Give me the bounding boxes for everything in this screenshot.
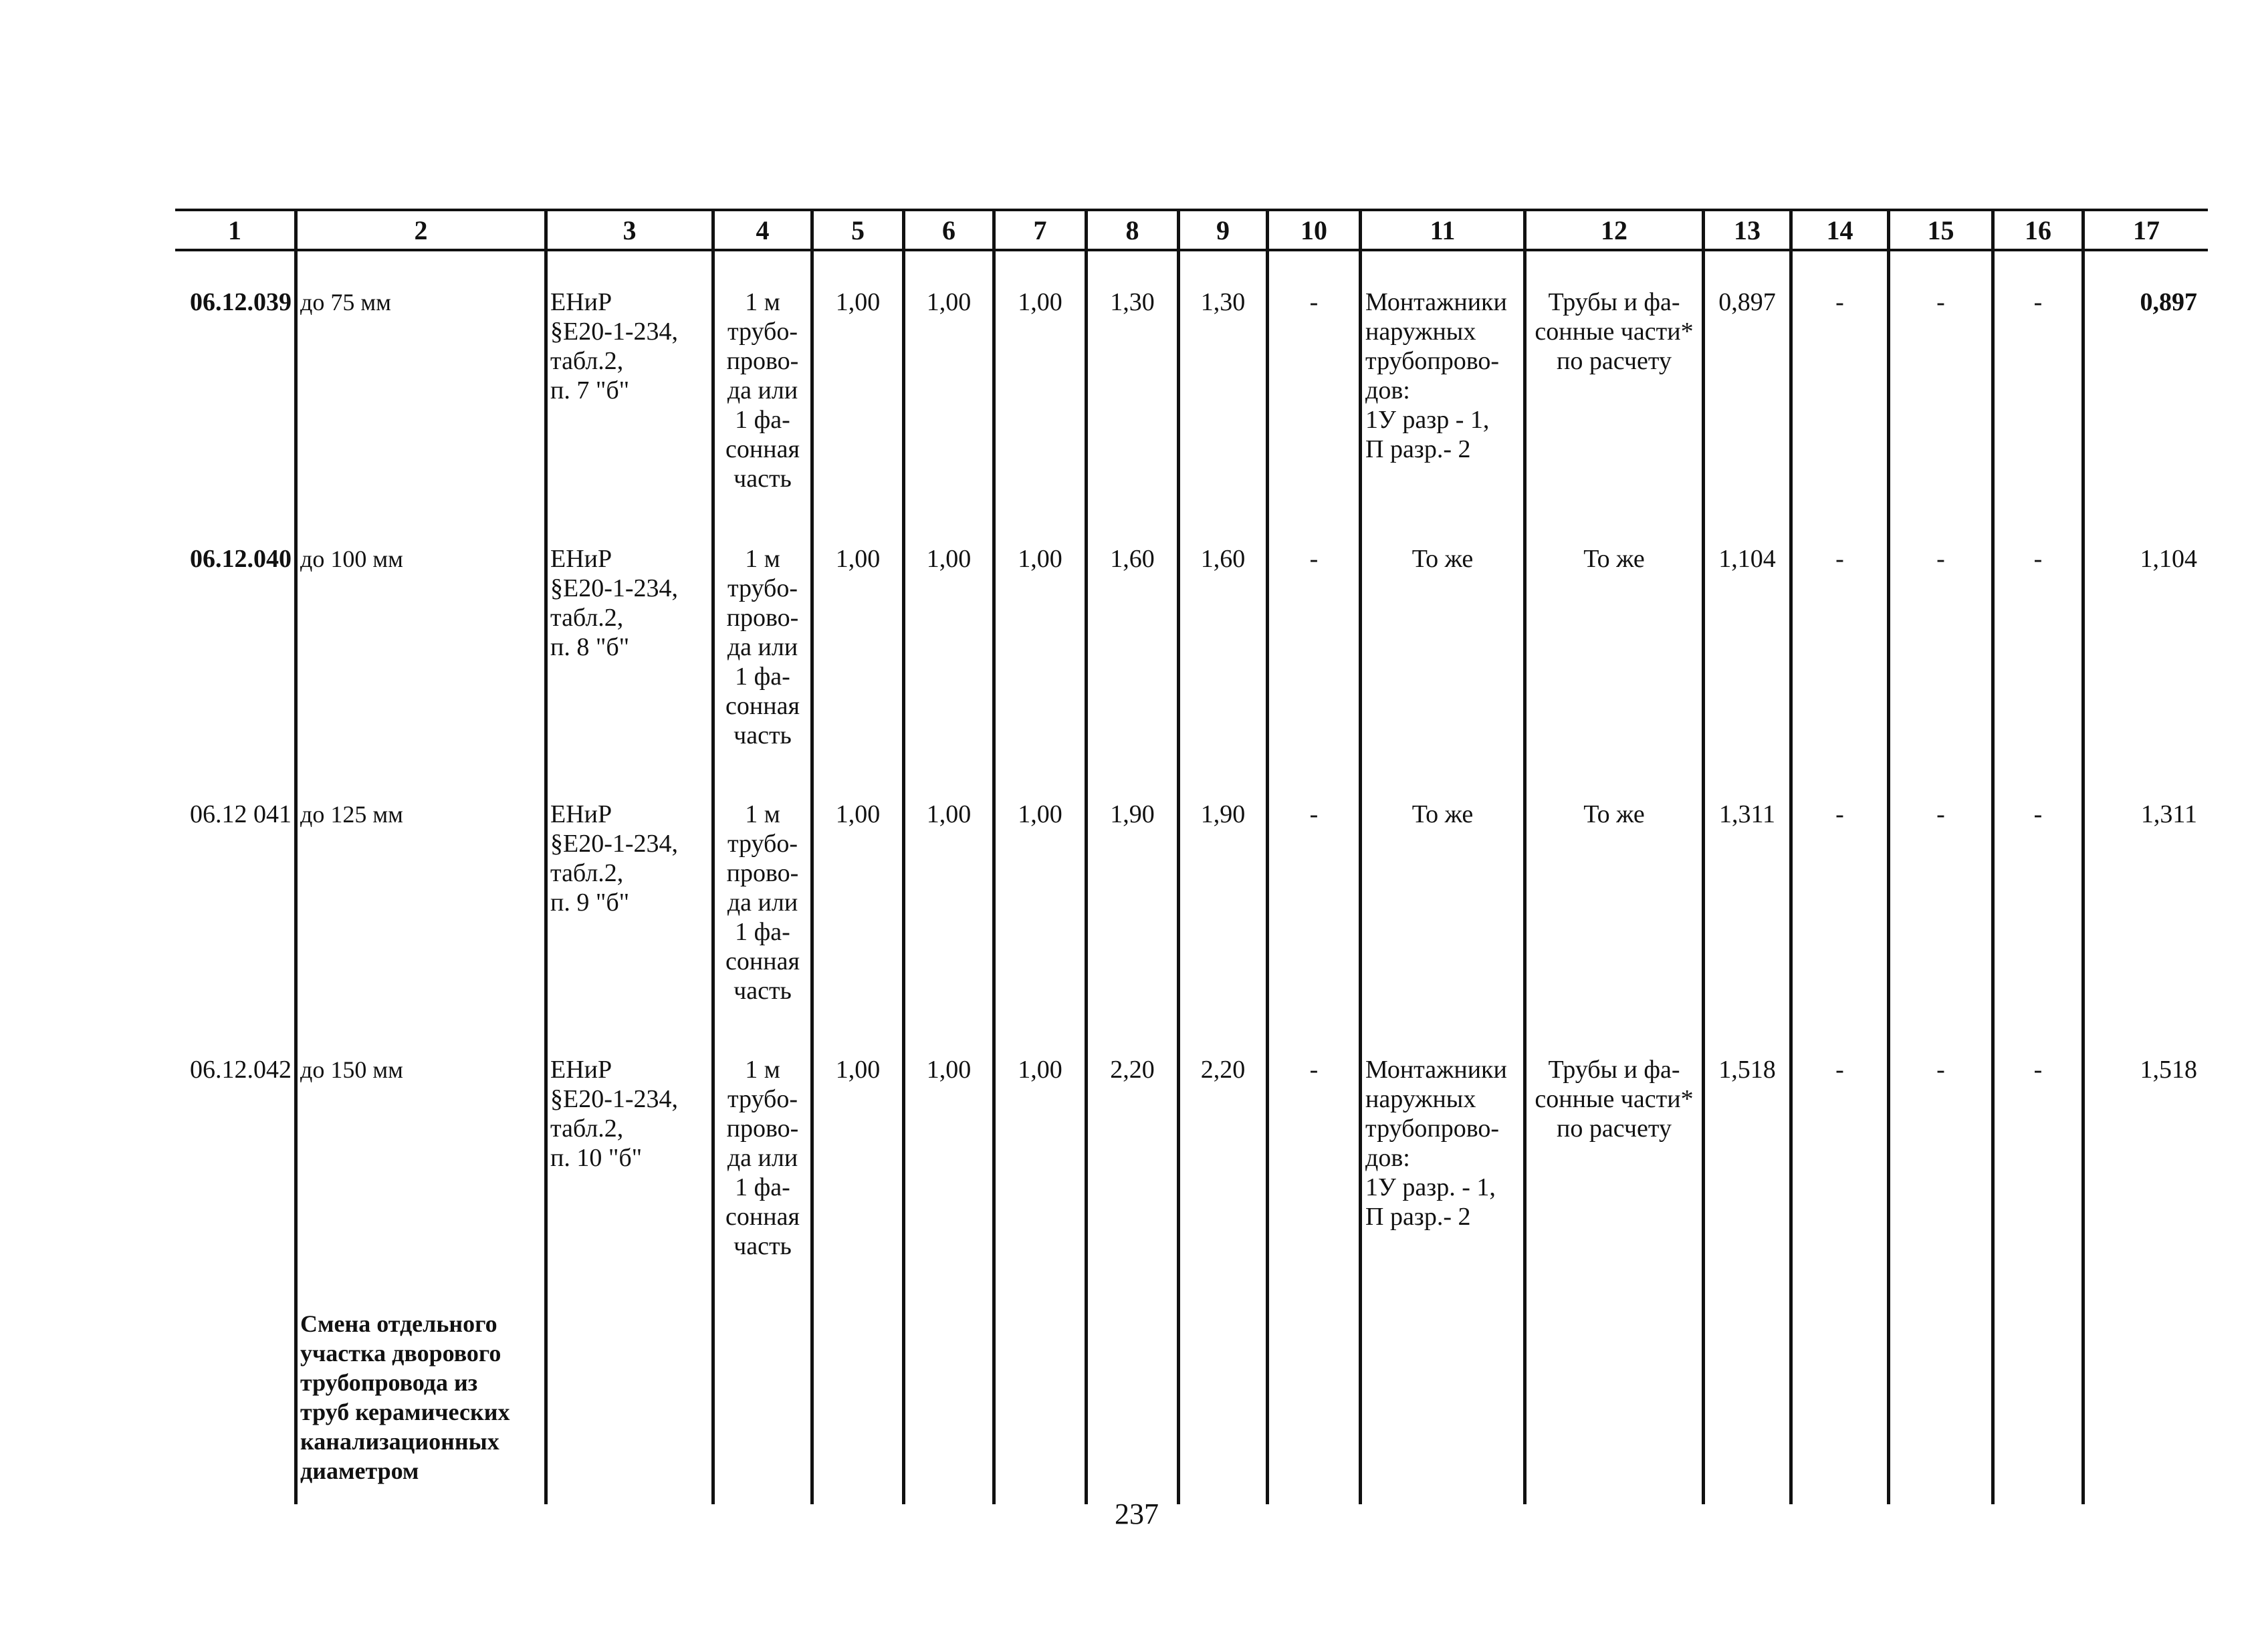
- row-col-8: 2,20: [1110, 1056, 1155, 1084]
- column-divider: [2081, 210, 2085, 1504]
- row-col-7: 1,00: [1018, 800, 1062, 828]
- section-heading: Смена отдельного участка дворового трубопровода из труб керамических канализационных диаметром: [300, 1310, 510, 1484]
- row-col-7: 1,00: [1018, 288, 1062, 316]
- row-col-9: 1,60: [1200, 545, 1246, 573]
- row-unit: 1 м трубо- прово- да или 1 фа- сонная часть: [725, 800, 800, 1005]
- header-col-14: 14: [1826, 215, 1853, 245]
- row-name: до 100 мм: [300, 546, 403, 572]
- row-col-15: -: [1936, 1056, 1945, 1084]
- column-divider: [1085, 210, 1088, 1504]
- row-col-13: 1,518: [1718, 1056, 1776, 1084]
- header-col-1: 1: [228, 215, 241, 245]
- row-col-10: -: [1309, 288, 1319, 316]
- row-col-7: 1,00: [1018, 1056, 1062, 1084]
- column-divider: [544, 210, 548, 1504]
- header-col-4: 4: [756, 215, 770, 245]
- row-col-16: -: [2033, 288, 2043, 316]
- column-divider: [1523, 210, 1527, 1504]
- row-name: до 150 мм: [300, 1056, 403, 1083]
- row-col-15: -: [1936, 288, 1945, 316]
- row-col-10: -: [1309, 1056, 1319, 1084]
- page-number: 237: [1115, 1498, 1159, 1530]
- row-reference: ЕНиР §Е20-1-234, табл.2, п. 7 "б": [550, 288, 679, 404]
- header-col-17: 17: [2133, 215, 2160, 245]
- row-col-15: -: [1936, 800, 1945, 828]
- column-divider: [1991, 210, 1995, 1504]
- row-workers: То же: [1412, 800, 1474, 828]
- row-col-16: -: [2033, 1056, 2043, 1084]
- header-col-2: 2: [414, 215, 428, 245]
- header-col-13: 13: [1734, 215, 1761, 245]
- row-col-6: 1,00: [926, 1056, 972, 1084]
- row-reference: ЕНиР §Е20-1-234, табл.2, п. 10 "б": [550, 1056, 679, 1172]
- column-divider: [1266, 210, 1269, 1504]
- row-workers: Монтажники наружных трубопрово- дов: 1У разр - 1, П разр.- 2: [1365, 288, 1507, 463]
- column-divider: [992, 210, 996, 1504]
- header-col-15: 15: [1927, 215, 1954, 245]
- row-unit: 1 м трубо- прово- да или 1 фа- сонная часть: [725, 545, 800, 749]
- row-reference: ЕНиР §Е20-1-234, табл.2, п. 9 "б": [550, 800, 679, 917]
- row-workers: Монтажники наружных трубопрово- дов: 1У разр. - 1, П разр.- 2: [1365, 1056, 1507, 1231]
- header-col-3: 3: [623, 215, 637, 245]
- row-code: 06.12.039: [190, 288, 292, 316]
- column-divider: [1789, 210, 1793, 1504]
- header-col-7: 7: [1033, 215, 1047, 245]
- row-col-8: 1,90: [1110, 800, 1155, 828]
- header-col-12: 12: [1601, 215, 1627, 245]
- row-code: 06.12 041: [190, 800, 292, 828]
- row-code: 06.12.040: [190, 545, 292, 573]
- header-col-8: 8: [1125, 215, 1139, 245]
- row-col-14: -: [1835, 1056, 1844, 1084]
- row-col-17: 1,311: [2140, 800, 2197, 828]
- row-col-9: 1,90: [1200, 800, 1246, 828]
- header-col-6: 6: [942, 215, 955, 245]
- column-divider: [294, 210, 298, 1504]
- row-materials: Трубы и фа- сонные части* по расчету: [1535, 1056, 1694, 1143]
- row-col-16: -: [2033, 545, 2043, 573]
- row-code: 06.12.042: [190, 1056, 292, 1084]
- row-col-6: 1,00: [926, 800, 972, 828]
- column-divider: [1177, 210, 1180, 1504]
- column-divider: [1887, 210, 1890, 1504]
- row-col-5: 1,00: [835, 288, 881, 316]
- row-col-17: 0,897: [2140, 288, 2197, 316]
- column-divider: [902, 210, 905, 1504]
- row-col-7: 1,00: [1018, 545, 1062, 573]
- row-col-10: -: [1309, 545, 1319, 573]
- row-col-13: 1,104: [1718, 545, 1776, 573]
- row-col-9: 1,30: [1200, 288, 1246, 316]
- column-divider: [810, 210, 814, 1504]
- row-name: до 75 мм: [300, 289, 391, 316]
- row-col-14: -: [1835, 800, 1844, 828]
- row-col-14: -: [1835, 288, 1844, 316]
- header-col-9: 9: [1216, 215, 1230, 245]
- column-divider: [1702, 210, 1705, 1504]
- header-col-10: 10: [1301, 215, 1327, 245]
- row-materials: То же: [1583, 545, 1645, 573]
- row-col-5: 1,00: [835, 545, 881, 573]
- row-col-5: 1,00: [835, 800, 881, 828]
- header-col-16: 16: [2025, 215, 2051, 245]
- row-col-9: 2,20: [1200, 1056, 1246, 1084]
- row-col-6: 1,00: [926, 288, 972, 316]
- row-materials: Трубы и фа- сонные части* по расчету: [1535, 288, 1694, 375]
- row-col-6: 1,00: [926, 545, 972, 573]
- header-col-11: 11: [1430, 215, 1456, 245]
- row-materials: То же: [1583, 800, 1645, 828]
- row-col-8: 1,60: [1110, 545, 1155, 573]
- row-workers: То же: [1412, 545, 1474, 573]
- row-col-10: -: [1309, 800, 1319, 828]
- row-col-16: -: [2033, 800, 2043, 828]
- row-unit: 1 м трубо- прово- да или 1 фа- сонная часть: [725, 288, 800, 493]
- row-col-17: 1,518: [2140, 1056, 2197, 1084]
- row-name: до 125 мм: [300, 801, 403, 828]
- row-col-14: -: [1835, 545, 1844, 573]
- row-col-17: 1,104: [2140, 545, 2197, 573]
- row-col-13: 1,311: [1718, 800, 1776, 828]
- row-col-8: 1,30: [1110, 288, 1155, 316]
- column-divider: [1359, 210, 1362, 1504]
- row-col-13: 0,897: [1718, 288, 1776, 316]
- row-reference: ЕНиР §Е20-1-234, табл.2, п. 8 "б": [550, 545, 679, 661]
- header-col-5: 5: [851, 215, 865, 245]
- header-bottom-rule: [175, 249, 2208, 251]
- row-col-5: 1,00: [835, 1056, 881, 1084]
- table-top-rule: [175, 209, 2208, 211]
- row-col-15: -: [1936, 545, 1945, 573]
- row-unit: 1 м трубо- прово- да или 1 фа- сонная часть: [725, 1056, 800, 1260]
